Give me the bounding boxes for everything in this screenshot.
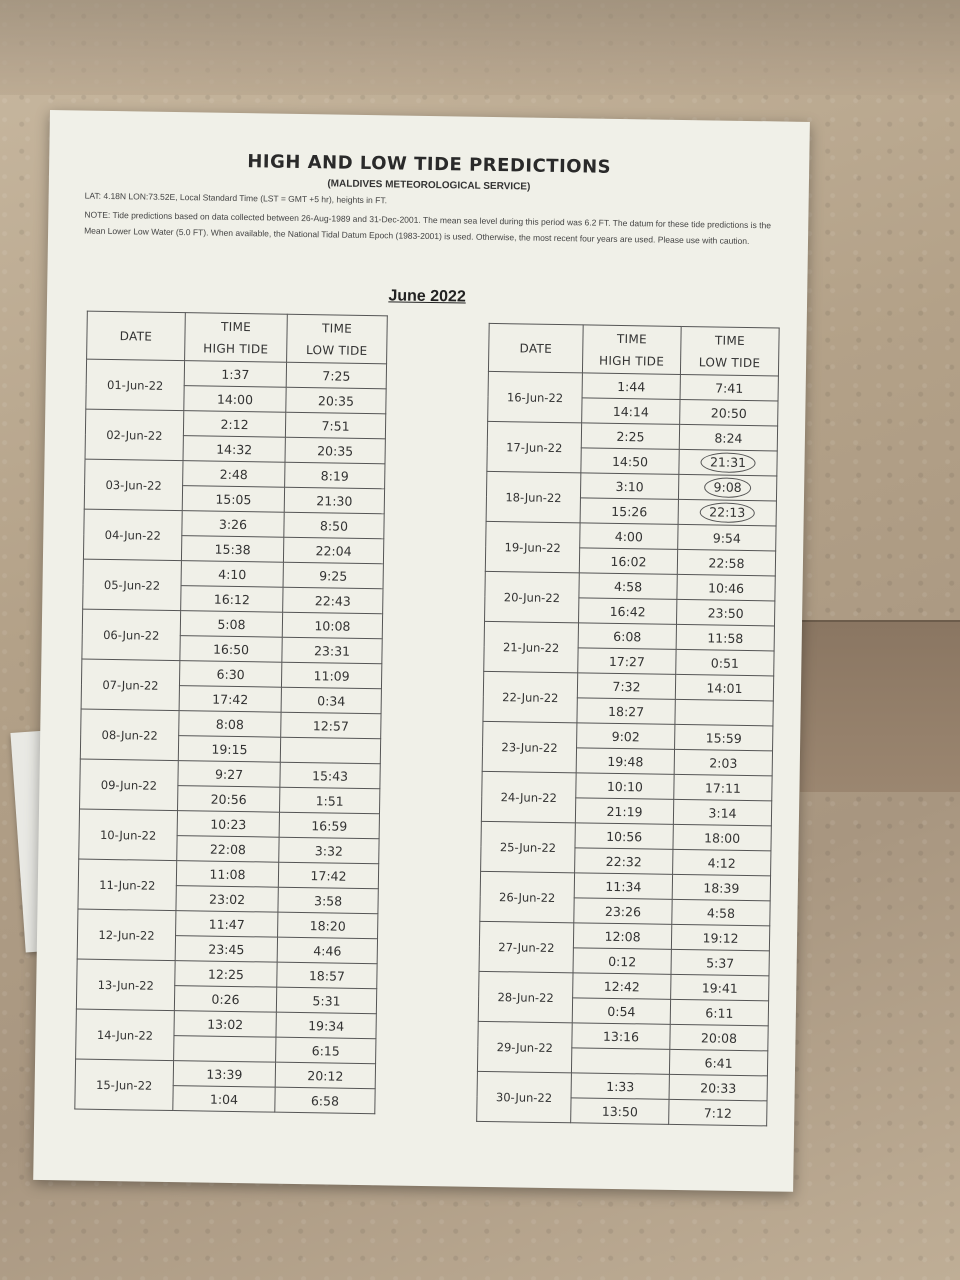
high-tide-cell: 13:50	[571, 1098, 669, 1125]
high-tide-cell: 14:32	[183, 436, 285, 463]
high-tide-cell: 12:42	[573, 973, 671, 1000]
table-row	[77, 959, 377, 989]
date-cell: 03-Jun-22	[84, 459, 183, 511]
date-cell: 21-Jun-22	[484, 621, 579, 672]
low-tide-cell: 22:43	[283, 587, 383, 614]
table-row	[75, 1059, 375, 1089]
low-tide-cell: 15:59	[675, 724, 773, 751]
date-cell: 10-Jun-22	[79, 809, 178, 861]
tide-sheet	[33, 110, 810, 1192]
document-title: HIGH AND LOW TIDE PREDICTIONS	[247, 151, 612, 178]
date-cell: 06-Jun-22	[82, 609, 181, 661]
low-tide-cell	[678, 474, 776, 501]
date-cell: 11-Jun-22	[78, 859, 177, 911]
date-cell: 23-Jun-22	[482, 721, 577, 772]
high-tide-header-line2: HIGH TIDE	[203, 340, 269, 356]
background-shelf	[800, 620, 960, 792]
circled-time: 22:13	[700, 502, 754, 523]
high-tide-cell: 23:26	[574, 898, 672, 925]
low-tide-header	[287, 314, 388, 364]
low-tide-cell: 21:30	[284, 487, 384, 514]
high-tide-cell: 11:08	[176, 861, 278, 888]
date-cell: 22-Jun-22	[483, 671, 578, 722]
high-tide-cell: 16:02	[579, 548, 677, 575]
low-tide-cell: 17:42	[278, 862, 378, 889]
low-tide-cell: 6:41	[669, 1049, 767, 1076]
low-tide-cell: 20:35	[286, 387, 386, 414]
high-tide-cell: 2:48	[183, 461, 285, 488]
low-tide-cell: 10:46	[677, 574, 775, 601]
table-row	[481, 821, 771, 851]
table-row	[85, 459, 385, 489]
low-tide-cell: 20:33	[669, 1074, 767, 1101]
low-tide-cell	[675, 699, 773, 726]
high-tide-header-line1: TIME	[616, 331, 648, 346]
high-tide-cell: 22:32	[575, 848, 673, 875]
high-tide-cell: 0:12	[573, 948, 671, 975]
high-tide-header-line1: TIME	[220, 319, 252, 334]
table-header-row	[87, 311, 388, 364]
low-tide-cell: 20:50	[680, 399, 778, 426]
high-tide-cell: 12:08	[573, 923, 671, 950]
date-cell: 29-Jun-22	[477, 1021, 572, 1072]
table-row	[484, 621, 774, 651]
high-tide-cell: 9:27	[178, 761, 280, 788]
low-tide-cell: 6:58	[275, 1087, 375, 1114]
date-cell: 01-Jun-22	[86, 359, 185, 411]
date-cell: 12-Jun-22	[77, 909, 176, 961]
low-tide-cell: 10:08	[282, 612, 382, 639]
date-cell: 15-Jun-22	[75, 1059, 174, 1111]
tide-table-left-body	[75, 359, 387, 1114]
high-tide-cell: 18:27	[577, 698, 675, 725]
high-tide-cell: 0:54	[572, 998, 670, 1025]
date-cell: 25-Jun-22	[481, 821, 576, 872]
table-row	[488, 371, 778, 401]
high-tide-cell: 11:34	[574, 873, 672, 900]
date-cell: 16-Jun-22	[488, 371, 583, 422]
high-tide-cell: 1:04	[173, 1086, 275, 1113]
date-cell: 07-Jun-22	[81, 659, 180, 711]
high-tide-cell: 12:25	[175, 961, 277, 988]
low-tide-cell: 3:32	[279, 837, 379, 864]
high-tide-cell: 13:16	[572, 1023, 670, 1050]
low-tide-cell: 3:58	[278, 887, 378, 914]
table-row	[80, 759, 380, 789]
low-tide-cell: 14:01	[675, 674, 773, 701]
low-tide-cell: 4:58	[672, 899, 770, 926]
table-row	[85, 409, 385, 439]
circled-time: 9:08	[704, 477, 750, 498]
high-tide-cell	[571, 1048, 669, 1075]
low-tide-cell	[678, 499, 776, 526]
table-row	[78, 909, 378, 939]
table-row	[78, 859, 378, 889]
table-row	[478, 1021, 768, 1051]
date-cell: 13-Jun-22	[76, 959, 175, 1011]
date-header: DATE	[488, 323, 583, 372]
table-row	[487, 421, 777, 451]
table-row	[483, 671, 773, 701]
low-tide-cell: 22:58	[677, 549, 775, 576]
table-row	[479, 921, 769, 951]
high-tide-cell	[174, 1036, 276, 1063]
table-row	[84, 509, 384, 539]
low-tide-cell: 20:08	[670, 1024, 768, 1051]
table-row	[477, 1071, 767, 1101]
high-tide-cell: 10:56	[575, 823, 673, 850]
high-tide-cell: 3:26	[182, 511, 284, 538]
table-row	[485, 571, 775, 601]
low-tide-cell: 23:50	[676, 599, 774, 626]
high-tide-cell: 4:10	[181, 561, 283, 588]
high-tide-cell: 15:26	[580, 498, 678, 525]
low-tide-cell: 3:14	[673, 799, 771, 826]
date-cell: 14-Jun-22	[76, 1009, 175, 1061]
low-tide-header-line1: TIME	[321, 320, 353, 336]
high-tide-cell: 0:26	[174, 986, 276, 1013]
low-tide-cell: 18:57	[277, 962, 377, 989]
high-tide-cell: 14:00	[184, 386, 286, 413]
high-tide-cell: 1:44	[582, 373, 680, 400]
date-cell: 08-Jun-22	[80, 709, 179, 761]
high-tide-cell: 19:15	[178, 736, 280, 763]
table-row	[81, 709, 381, 739]
low-tide-cell	[679, 449, 777, 476]
high-tide-cell: 14:14	[582, 398, 680, 425]
low-tide-cell: 7:25	[286, 362, 386, 389]
table-row	[483, 721, 773, 751]
date-cell: 19-Jun-22	[485, 521, 580, 572]
low-tide-cell: 19:34	[276, 1012, 376, 1039]
tide-table-left	[74, 311, 388, 1115]
date-cell: 04-Jun-22	[83, 509, 182, 561]
high-tide-cell: 13:02	[174, 1011, 276, 1038]
low-tide-cell: 8:19	[285, 462, 385, 489]
high-tide-cell: 21:19	[575, 798, 673, 825]
high-tide-cell: 9:02	[577, 723, 675, 750]
high-tide-cell: 6:08	[578, 623, 676, 650]
circled-time: 21:31	[701, 452, 755, 473]
location-line: LAT: 4.18N LON:73.52E, Local Standard Time (LST = GMT +5 hr), heights in FT.	[84, 190, 388, 206]
high-tide-header	[185, 313, 288, 363]
low-tide-cell: 7:12	[669, 1099, 767, 1126]
high-tide-cell: 15:05	[182, 486, 284, 513]
date-header: DATE	[87, 311, 186, 361]
high-tide-header	[582, 325, 681, 375]
table-row	[76, 1009, 376, 1039]
low-tide-cell: 19:41	[671, 974, 769, 1001]
low-tide-cell: 23:31	[282, 637, 382, 664]
low-tide-cell: 19:12	[671, 924, 769, 951]
low-tide-cell: 7:41	[680, 374, 778, 401]
low-tide-cell: 20:12	[275, 1062, 375, 1089]
high-tide-cell: 17:42	[179, 686, 281, 713]
high-tide-cell: 19:48	[576, 748, 674, 775]
low-tide-cell: 22:04	[283, 537, 383, 564]
month-label: June 2022	[388, 287, 466, 306]
low-tide-cell: 0:34	[281, 687, 381, 714]
date-cell: 27-Jun-22	[479, 921, 574, 972]
wood-board-edge	[0, 0, 960, 95]
low-tide-cell: 8:50	[284, 512, 384, 539]
high-tide-cell: 23:02	[176, 886, 278, 913]
low-tide-cell: 18:00	[673, 824, 771, 851]
high-tide-cell: 4:00	[580, 523, 678, 550]
low-tide-cell: 12:57	[281, 712, 381, 739]
low-tide-cell: 5:31	[276, 987, 376, 1014]
date-cell: 28-Jun-22	[478, 971, 573, 1022]
low-tide-cell: 16:59	[279, 812, 379, 839]
low-tide-cell: 7:51	[285, 412, 385, 439]
low-tide-cell: 18:20	[278, 912, 378, 939]
high-tide-cell: 23:45	[175, 936, 277, 963]
date-cell: 18-Jun-22	[486, 471, 581, 522]
high-tide-cell: 15:38	[181, 536, 283, 563]
low-tide-cell: 4:12	[673, 849, 771, 876]
low-tide-cell: 11:58	[676, 624, 774, 651]
low-tide-cell: 18:39	[672, 874, 770, 901]
high-tide-cell: 4:58	[579, 573, 677, 600]
low-tide-cell	[280, 737, 380, 764]
high-tide-cell: 16:50	[180, 636, 282, 663]
date-cell: 02-Jun-22	[85, 409, 184, 461]
table-row	[79, 809, 379, 839]
table-row	[81, 659, 381, 689]
low-tide-cell: 20:35	[285, 437, 385, 464]
date-cell: 30-Jun-22	[477, 1071, 572, 1122]
date-cell: 09-Jun-22	[80, 759, 179, 811]
high-tide-cell: 17:27	[578, 648, 676, 675]
low-tide-cell: 6:15	[276, 1037, 376, 1064]
low-tide-cell: 17:11	[674, 774, 772, 801]
document-subtitle: (MALDIVES METEOROLOGICAL SERVICE)	[327, 178, 531, 193]
high-tide-cell: 20:56	[178, 786, 280, 813]
date-cell: 24-Jun-22	[481, 771, 576, 822]
low-tide-cell: 11:09	[281, 662, 381, 689]
date-cell: 17-Jun-22	[487, 421, 582, 472]
table-row	[486, 521, 776, 551]
low-tide-cell: 15:43	[280, 762, 380, 789]
table-row	[83, 559, 383, 589]
note-text: NOTE: Tide predictions based on data collected between 26-Aug-1989 and 31-Dec-2001. The mean sea level during this period was 6.2 FT. The datum for these tide predictions is the Mean Lower Low Water (5.0 FT). When available, the National Tidal Datum Epoch (1983-2001) is used. Otherwise, the most recent four years are used. Please use with caution.	[84, 209, 772, 247]
month-heading	[47, 282, 807, 312]
high-tide-cell: 3:10	[580, 473, 678, 500]
high-tide-cell: 22:08	[177, 836, 279, 863]
low-tide-cell: 9:54	[678, 524, 776, 551]
high-tide-cell: 7:32	[577, 673, 675, 700]
low-tide-cell: 9:25	[283, 562, 383, 589]
high-tide-cell: 2:25	[581, 423, 679, 450]
low-tide-header	[680, 326, 779, 376]
high-tide-cell: 14:50	[581, 448, 679, 475]
low-tide-cell: 5:37	[671, 949, 769, 976]
high-tide-cell: 16:12	[181, 586, 283, 613]
table-row	[86, 359, 386, 389]
table-row	[480, 871, 770, 901]
low-tide-header-line2: LOW TIDE	[305, 342, 368, 358]
low-tide-cell: 8:24	[679, 424, 777, 451]
high-tide-cell: 10:23	[177, 811, 279, 838]
low-tide-cell: 2:03	[674, 749, 772, 776]
low-tide-header-line2: LOW TIDE	[698, 354, 761, 370]
table-row	[479, 971, 769, 1001]
low-tide-cell: 6:11	[670, 999, 768, 1026]
table-row	[82, 609, 382, 639]
table-header-row	[488, 323, 779, 376]
high-tide-cell: 5:08	[180, 611, 282, 638]
low-tide-header-line1: TIME	[714, 332, 746, 348]
high-tide-cell: 8:08	[179, 711, 281, 738]
high-tide-cell: 16:42	[579, 598, 677, 625]
low-tide-cell: 1:51	[279, 787, 379, 814]
table-row	[482, 771, 772, 801]
high-tide-cell: 10:10	[576, 773, 674, 800]
high-tide-cell: 11:47	[176, 911, 278, 938]
low-tide-cell: 4:46	[277, 937, 377, 964]
tide-table-right-body	[477, 371, 779, 1125]
high-tide-cell: 13:39	[173, 1061, 275, 1088]
date-cell: 05-Jun-22	[83, 559, 182, 611]
low-tide-cell: 0:51	[676, 649, 774, 676]
table-row	[486, 471, 776, 501]
date-cell: 26-Jun-22	[480, 871, 575, 922]
high-tide-header-line2: HIGH TIDE	[598, 353, 665, 369]
tide-table-right	[476, 323, 780, 1126]
high-tide-cell: 1:33	[571, 1073, 669, 1100]
high-tide-cell: 1:37	[184, 361, 286, 388]
high-tide-cell: 2:12	[183, 411, 285, 438]
date-cell: 20-Jun-22	[485, 571, 580, 622]
high-tide-cell: 6:30	[179, 661, 281, 688]
